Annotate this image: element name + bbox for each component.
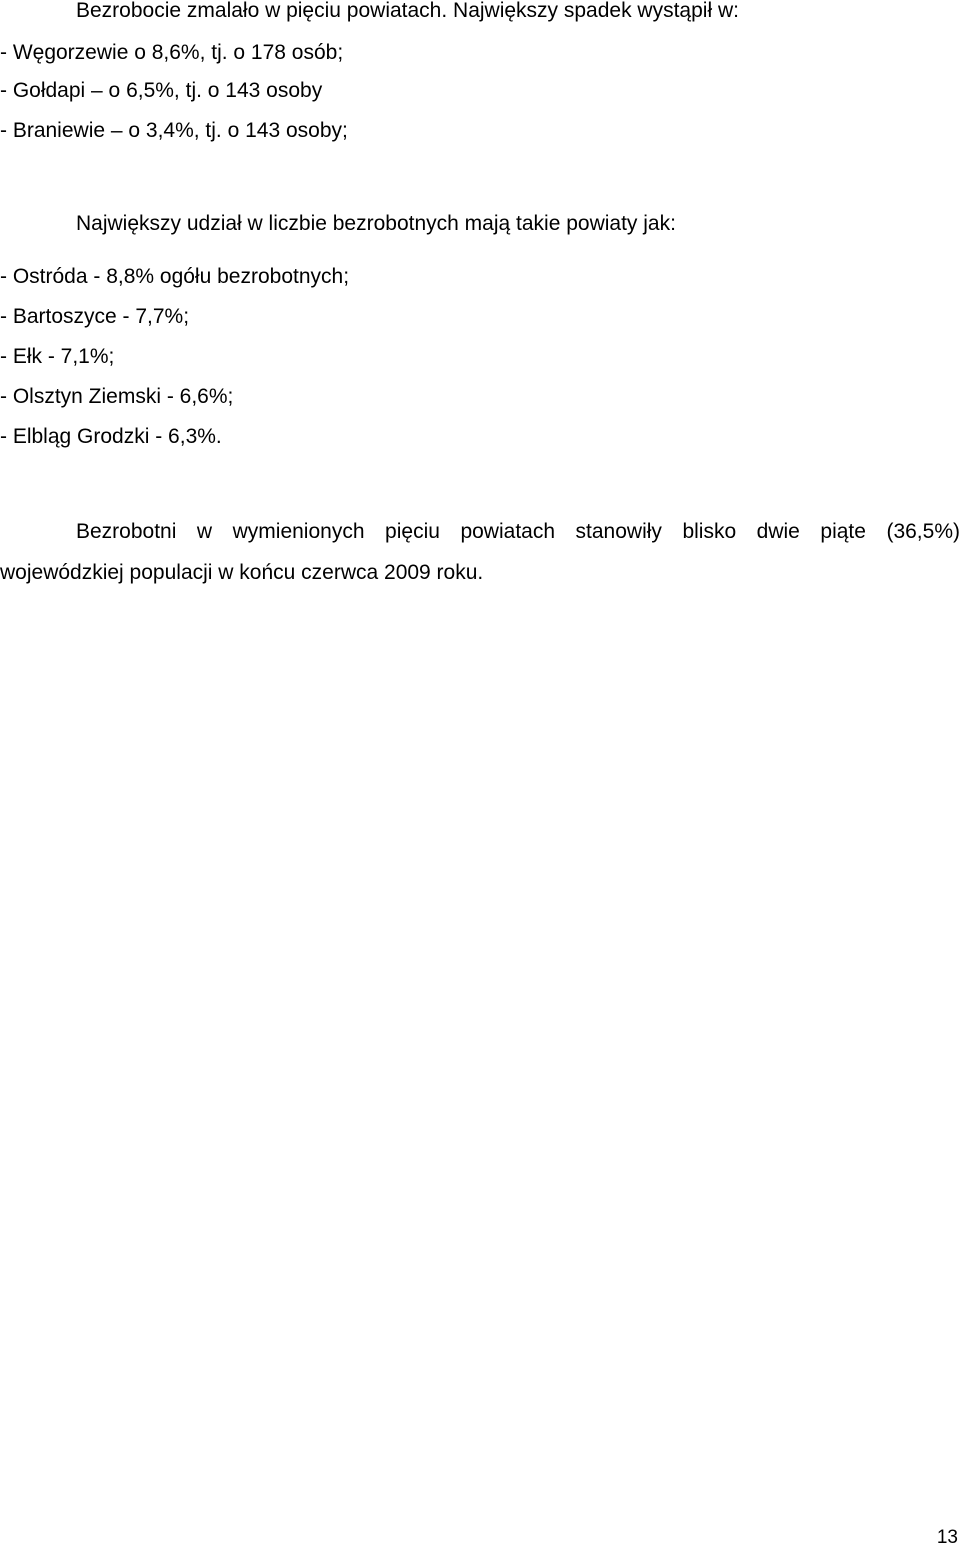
section3-line2: wojewódzkiej populacji w końcu czerwca 2009 roku. [0, 561, 484, 584]
section2-item-ostroda: - Ostróda - 8,8% ogółu bezrobotnych; [0, 265, 350, 288]
section2-item-elblag: - Elbląg Grodzki - 6,3%. [0, 425, 222, 448]
section2-item-bartoszyce: - Bartoszyce - 7,7%; [0, 305, 190, 328]
section1-intro: Bezrobocie zmalało w pięciu powiatach. Największy spadek wystąpił w: [76, 0, 739, 22]
section3-line1: Bezrobotni w wymienionych pięciu powiatach stanowiły blisko dwie piąte (36,5%) [76, 520, 960, 543]
section2-item-elk: - Ełk - 7,1%; [0, 345, 115, 368]
section1-item-wegorzewo: - Węgorzewie o 8,6%, tj. o 178 osób; [0, 41, 344, 64]
section2-intro: Największy udział w liczbie bezrobotnych mają takie powiaty jak: [76, 212, 676, 235]
section1-item-goldap: - Gołdapi – o 6,5%, tj. o 143 osoby [0, 79, 323, 102]
page-number: 13 [936, 1527, 958, 1548]
section2-item-olsztyn: - Olsztyn Ziemski - 6,6%; [0, 385, 234, 408]
section1-item-braniewo: - Braniewie – o 3,4%, tj. o 143 osoby; [0, 119, 348, 142]
